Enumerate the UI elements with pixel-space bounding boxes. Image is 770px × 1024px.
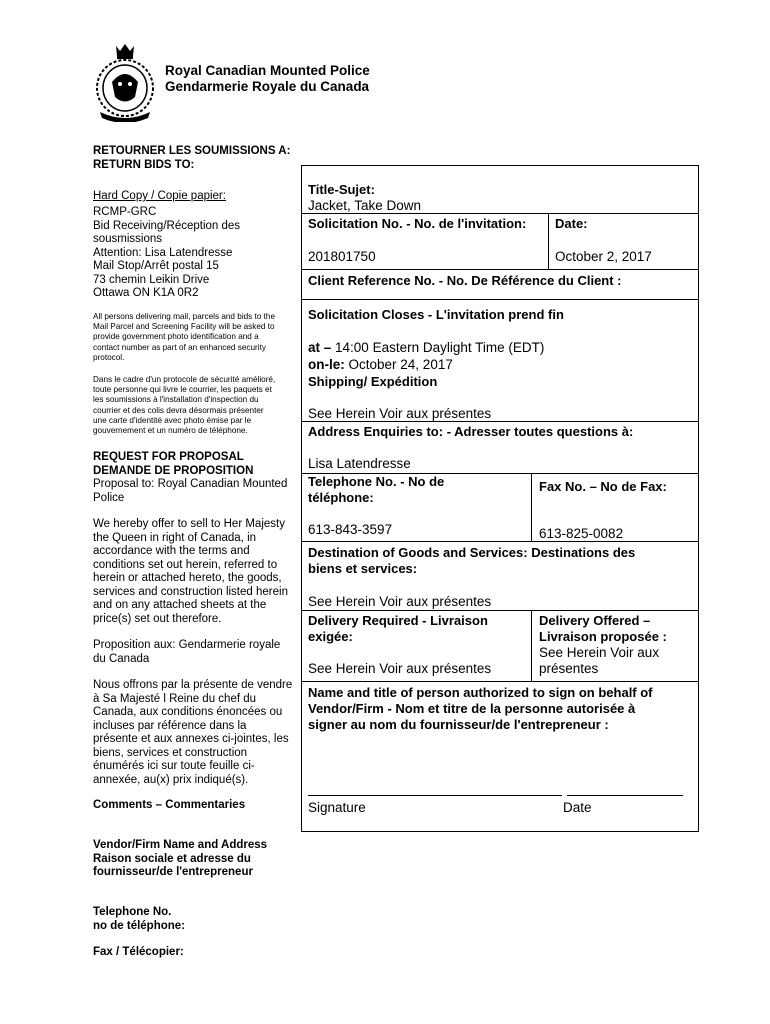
enquiries-value: Lisa Latendresse — [308, 456, 411, 471]
date-label: Date: — [555, 216, 588, 231]
delivery-offered-label: Delivery Offered – Livraison proposée : — [539, 613, 667, 644]
offer-en: We hereby offer to sell to Her Majesty the Queen in right of Canada, in accordance with the terms and conditions set out herein, referred to herein or attached hereto, the goods, services and construction listed herein and on any attached sheets at the price(s) set out therefore. — [93, 518, 288, 625]
closes-at: at – 14:00 Eastern Daylight Time (EDT) — [308, 340, 545, 355]
rule — [301, 610, 699, 611]
destination-value: See Herein Voir aux présentes — [308, 594, 492, 609]
rule — [531, 610, 532, 681]
delivery-required-label: Delivery Required - Livraison exigée: — [308, 613, 488, 644]
solicitation-closes-label: Solicitation Closes - L'invitation prend fin — [308, 307, 564, 322]
return-bids-title: RETOURNER LES SOUMISSIONS A: RETURN BIDS TO: — [93, 145, 291, 171]
destination-label: Destination of Goods and Services: Destinations des biens et services: — [308, 545, 636, 576]
enquiries-label: Address Enquiries to: - Adresser toutes questions à: — [308, 424, 634, 439]
org-name-fr: Gendarmerie Royale du Canada — [165, 79, 370, 94]
fax-no-label: Fax No. – No de Fax: — [539, 479, 667, 494]
org-name-en: Royal Canadian Mounted Police — [165, 63, 370, 78]
date-signature-line[interactable] — [567, 795, 683, 796]
rule — [531, 473, 532, 541]
shipping-label: Shipping/ Expédition — [308, 374, 438, 389]
telephone-no-label: Telephone No. - No de téléphone: — [308, 474, 445, 505]
org-name — [165, 63, 370, 95]
closes-on: on-le: October 24, 2017 — [308, 357, 453, 372]
date-signature-label: Date — [563, 800, 592, 815]
fax-no-value: 613-825-0082 — [539, 526, 624, 541]
solicitation-value: 201801750 — [308, 249, 376, 264]
proposition-fr: Proposition aux: Gendarmerie royale du Canada — [93, 639, 281, 665]
rule — [301, 541, 699, 542]
rule — [548, 213, 549, 269]
title-value: Jacket, Take Down — [308, 198, 422, 213]
rcmp-crest-logo — [92, 42, 158, 122]
comments-label: Comments – Commentaries — [93, 799, 246, 811]
authorized-person-label: Name and title of person authorized to sign on behalf of Vendor/Firm - Nom et titre de la personne autorisée à signer au nom du fournisseur/de l'entrepreneur : — [308, 685, 653, 732]
telephone-label: Telephone No. no de téléphone: — [93, 906, 185, 932]
rule — [301, 299, 699, 300]
solicitation-label: Solicitation No. - No. de l'invitation: — [308, 216, 527, 231]
title-label: Title-Sujet: — [308, 182, 375, 197]
security-notice-en: All persons delivering mail, parcels and bids to the Mail Parcel and Screening Facility will be asked to provide government photo identification and a contact number as part of an enhanced security protocol. — [93, 312, 276, 362]
date-value: October 2, 2017 — [555, 249, 652, 264]
signature-label: Signature — [308, 800, 366, 815]
offer-fr: Nous offrons par la présente de vendre à Sa Majesté l Reine du chef du Canada, aux conditions énoncées ou incluses par référence dans la présente et aux annexes ci-jointes, les biens, services et construction énumérés ici sur toute feuille ci- annexée, au(x) prix indiqué(s). — [93, 679, 293, 786]
rfp-block: REQUEST FOR PROPOSAL DEMANDE DE PROPOSITION Proposal to: Royal Canadian Mounted Police — [93, 451, 288, 504]
client-reference-label: Client Reference No. - No. De Référence du Client : — [308, 273, 622, 288]
telephone-no-value: 613-843-3597 — [308, 522, 393, 537]
fax-label: Fax / Télécopier: — [93, 946, 184, 958]
bid-address: RCMP-GRC Bid Receiving/Réception des sousmissions Attention: Lisa Latendresse Mail Stop/Arrêt postal 15 73 chemin Leikin Drive Ottawa ON K1A 0R2 — [93, 206, 241, 299]
rule — [301, 681, 699, 682]
delivery-required-value: See Herein Voir aux présentes — [308, 661, 492, 676]
hard-copy-label: Hard Copy / Copie papier: — [93, 190, 226, 202]
security-notice-fr: Dans le cadre d'un protocole de sécurité amélioré, toute personne qui livre le courrier, les paquets et les soumissions à l'installation d'inspection du courrier et des colis devra désormais présenter une carte d'identité avec photo émise par le gouvernement et un numéro de téléphone. — [93, 375, 276, 436]
shipping-value: See Herein Voir aux présentes — [308, 406, 492, 421]
signature-line[interactable] — [308, 795, 562, 796]
vendor-firm-label: Vendor/Firm Name and Address Raison sociale et adresse du fournisseur/de l'entrepreneur — [93, 839, 268, 878]
rule — [301, 269, 699, 270]
delivery-offered-value: See Herein Voir aux présentes — [539, 645, 660, 676]
